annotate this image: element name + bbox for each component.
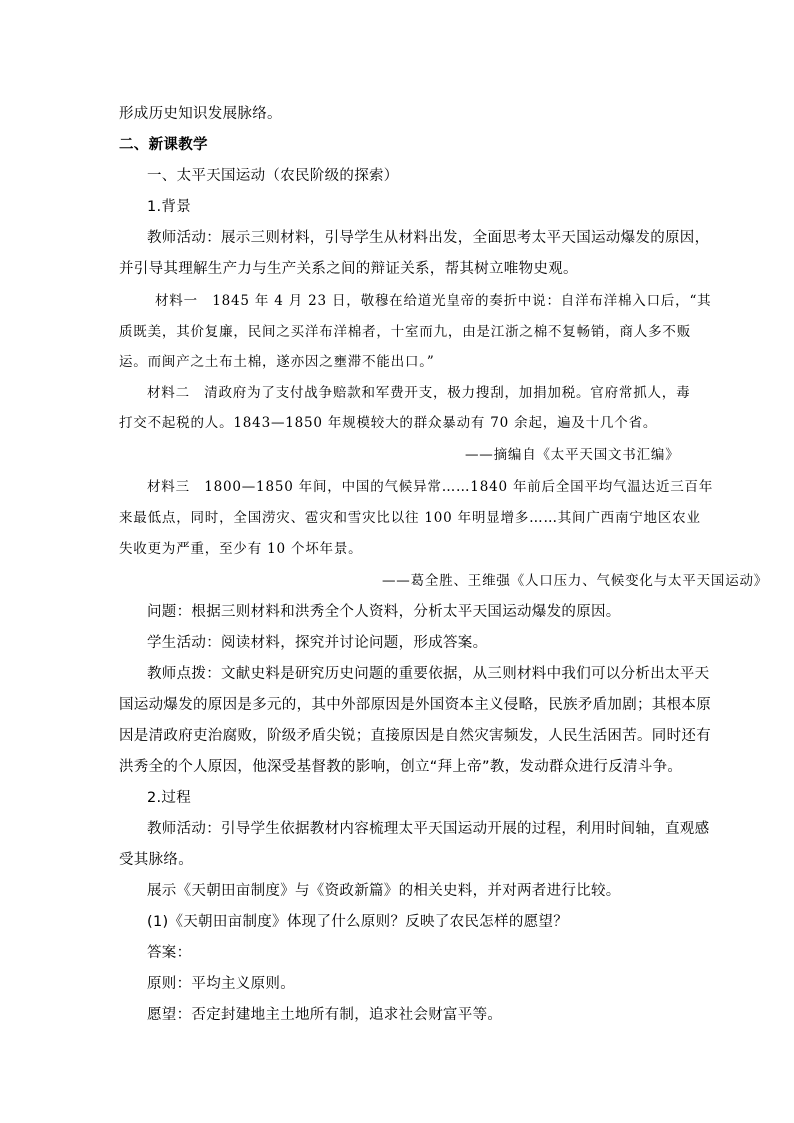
teacher-activity-1-cont: 并引导其理解生产力与生产关系之间的辩证关系，帮其树立唯物史观。 (119, 261, 578, 277)
teacher-activity-2: 教师活动：引导学生依据教材内容梳理太平天国运动开展的过程，利用时间轴，直观感 (147, 821, 710, 837)
teacher-guidance: 教师点拨：文献史料是研究历史问题的重要依据，从三则材料中我们可以分析出太平天 (147, 666, 710, 682)
answer-aspiration: 愿望：否定封建地主土地所有制，追求社会财富平等。 (147, 1007, 503, 1023)
subheading-process: 2.过程 (147, 790, 192, 806)
teacher-activity-1: 教师活动：展示三则材料，引导学生从材料出发，全面思考太平天国运动爆发的原因， (147, 230, 710, 246)
answer-principle: 原则：平均主义原则。 (147, 976, 295, 992)
material-1: 材料一 1845 年 4 月 23 日，敬穆在给道光皇帝的奏折中说：自洋布洋棉入口后，“其 (155, 293, 712, 309)
material-3-cont: 来最低点，同时，全国涝灾、雹灾和雪灾比以往 100 年明显增多……其间广西南宁地区农业 (119, 510, 701, 526)
paragraph-intro-end: 形成历史知识发展脉络。 (119, 106, 282, 122)
material-2-cont: 打交不起税的人。1843—1850 年规模较大的群众暴动有 70 余起，遍及十几个省。 (119, 415, 658, 431)
student-activity: 学生活动：阅读材料，探究并讨论问题，形成答案。 (147, 635, 488, 651)
subheading-background: 1.背景 (147, 199, 192, 215)
answer-label: 答案： (147, 945, 192, 961)
material-3-cont2: 失收更为严重，至少有 10 个坏年景。 (119, 541, 363, 557)
source-citation-1: ——摘编自《太平天国文书汇编》 (465, 447, 680, 463)
source-citation-2: ——葛全胜、王维强《人口压力、气候变化与太平天国运动》 (382, 573, 769, 589)
question-1: (1)《天朝田亩制度》体现了什么原则？反映了农民怎样的愿望？ (147, 914, 569, 930)
material-2: 材料二 清政府为了支付战争赔款和军费开支，极力搜刮，加捐加税。官府常抓人，毒 (147, 385, 691, 401)
material-3: 材料三 1800—1850 年间，中国的气候异常……1840 年前后全国平均气温达近三百年 (147, 479, 714, 495)
material-1-cont: 质既美，其价复廉，民间之买洋布洋棉者，十室而九，由是江浙之棉不复畅销，商人多不贩 (119, 324, 691, 340)
subsection-heading: 一、太平天国运动（农民阶级的探索） (147, 168, 399, 184)
teacher-guidance-cont2: 因是清政府吏治腐败，阶级矛盾尖锐；直接原因是自然灾害频发，人民生活困苦。同时还有 (119, 728, 711, 744)
material-1-cont2: 运。而闽产之土布土棉，遂亦因之壅滞不能出口。” (119, 354, 435, 370)
teacher-activity-2-cont: 受其脉络。 (119, 852, 193, 868)
teacher-guidance-cont3: 洪秀全的个人原因，他深受基督教的影响，创立“拜上帝”教，发动群众进行反清斗争。 (119, 759, 683, 775)
comparison-instruction: 展示《天朝田亩制度》与《资政新篇》的相关史料，并对两者进行比较。 (147, 883, 621, 899)
question-text: 问题：根据三则材料和洪秀全个人资料，分析太平天国运动爆发的原因。 (147, 604, 621, 620)
teacher-guidance-cont: 国运动爆发的原因是多元的，其中外部原因是外国资本主义侵略，民族矛盾加剧；其根本原 (119, 697, 711, 713)
section-heading: 二、新课教学 (119, 137, 208, 153)
